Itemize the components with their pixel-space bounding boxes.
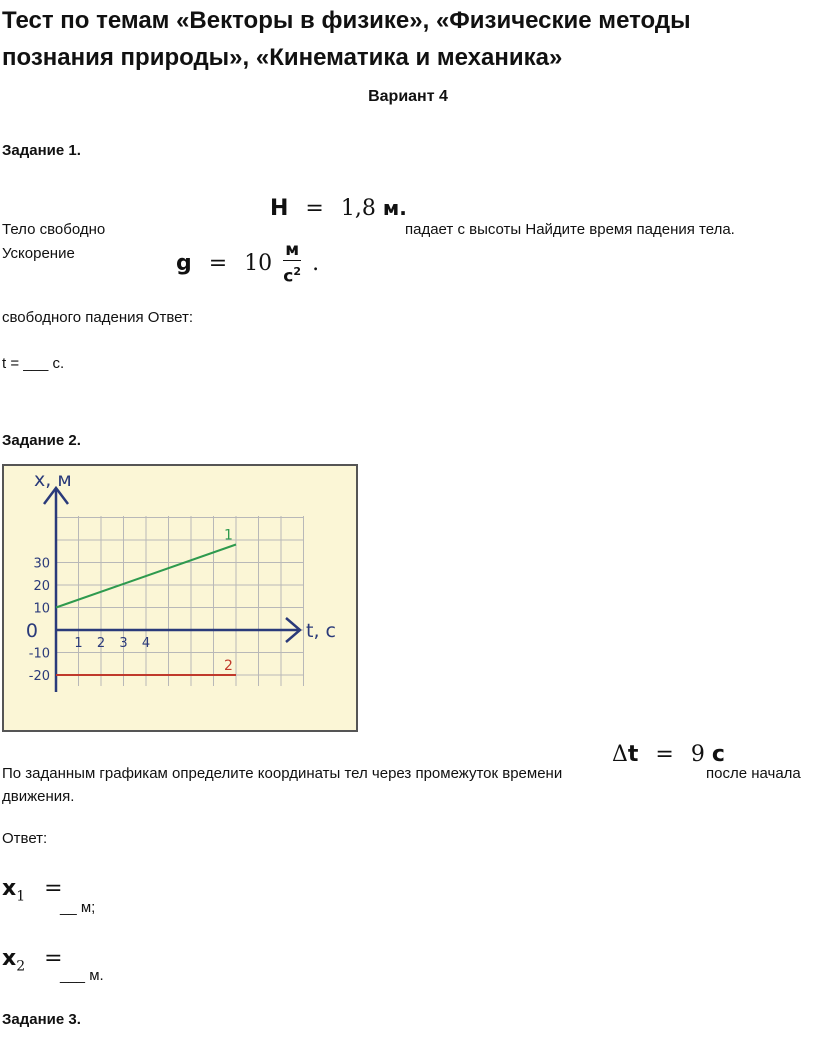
chart-labels (26, 469, 336, 684)
formula-x2: $x_2$ = (2, 946, 63, 975)
x-tick-label: 4 (141, 636, 151, 651)
task1-text-left: Тело свободно (2, 221, 106, 238)
formula-delta-t: Δt = 9 с (612, 742, 725, 767)
position-time-chart (2, 464, 358, 732)
series-label-1: 1 (224, 527, 233, 544)
chart-axes (44, 488, 300, 692)
task1-heading: Задание 1. (2, 142, 81, 159)
task3-heading: Задание 3. (2, 1011, 81, 1028)
task2-question-left: По заданным графикам определите координаты тел через промежуток времени (2, 765, 563, 782)
y-tick-label: 10 (33, 601, 50, 617)
task2-question-line2: движения. (2, 788, 75, 805)
formula-height: H = 1,8 м. (270, 196, 407, 221)
task2-heading: Задание 2. (2, 432, 81, 449)
series-label-2: 2 (224, 658, 233, 674)
x-tick-label: 2 (96, 636, 106, 651)
y-tick-label: -10 (28, 646, 50, 662)
unit-fraction: $\frac{м}{с^2}$ (283, 240, 301, 287)
x1-blank: __ м; (60, 899, 96, 916)
task2-question-right: после начала (706, 765, 801, 782)
task1-text-line3: свободного падения Ответ: (2, 309, 194, 326)
y-tick-label: -20 (28, 669, 50, 684)
x-tick-label: 3 (119, 636, 128, 651)
page-title: Тест по темам «Векторы в физике», «Физические методы познания природы», «Кинематика и механика» (2, 7, 691, 71)
variant-heading: Вариант 4 (368, 88, 448, 105)
y-tick-label: 0 (25, 620, 38, 642)
x2-blank: ___ м. (60, 967, 104, 984)
x-axis-label: t, с (306, 620, 336, 642)
task1-answer: t = ___ с. (2, 355, 65, 372)
x-tick-label: 1 (74, 636, 83, 651)
task2-answer-label: Ответ: (2, 830, 48, 847)
y-axis-label: x, м (34, 469, 72, 491)
y-tick-label: 30 (33, 556, 50, 572)
chart-svg (4, 466, 356, 730)
formula-g: g = 10 $\frac{м}{с^2}$ . (176, 240, 320, 287)
y-tick-label: 20 (33, 579, 50, 594)
task1-accel-label: Ускорение (2, 245, 75, 262)
chart-grid (56, 516, 304, 686)
formula-x1: $x_1$ = (2, 876, 63, 905)
task1-text-right: падает с высоты Найдите время падения тела. (405, 221, 735, 238)
